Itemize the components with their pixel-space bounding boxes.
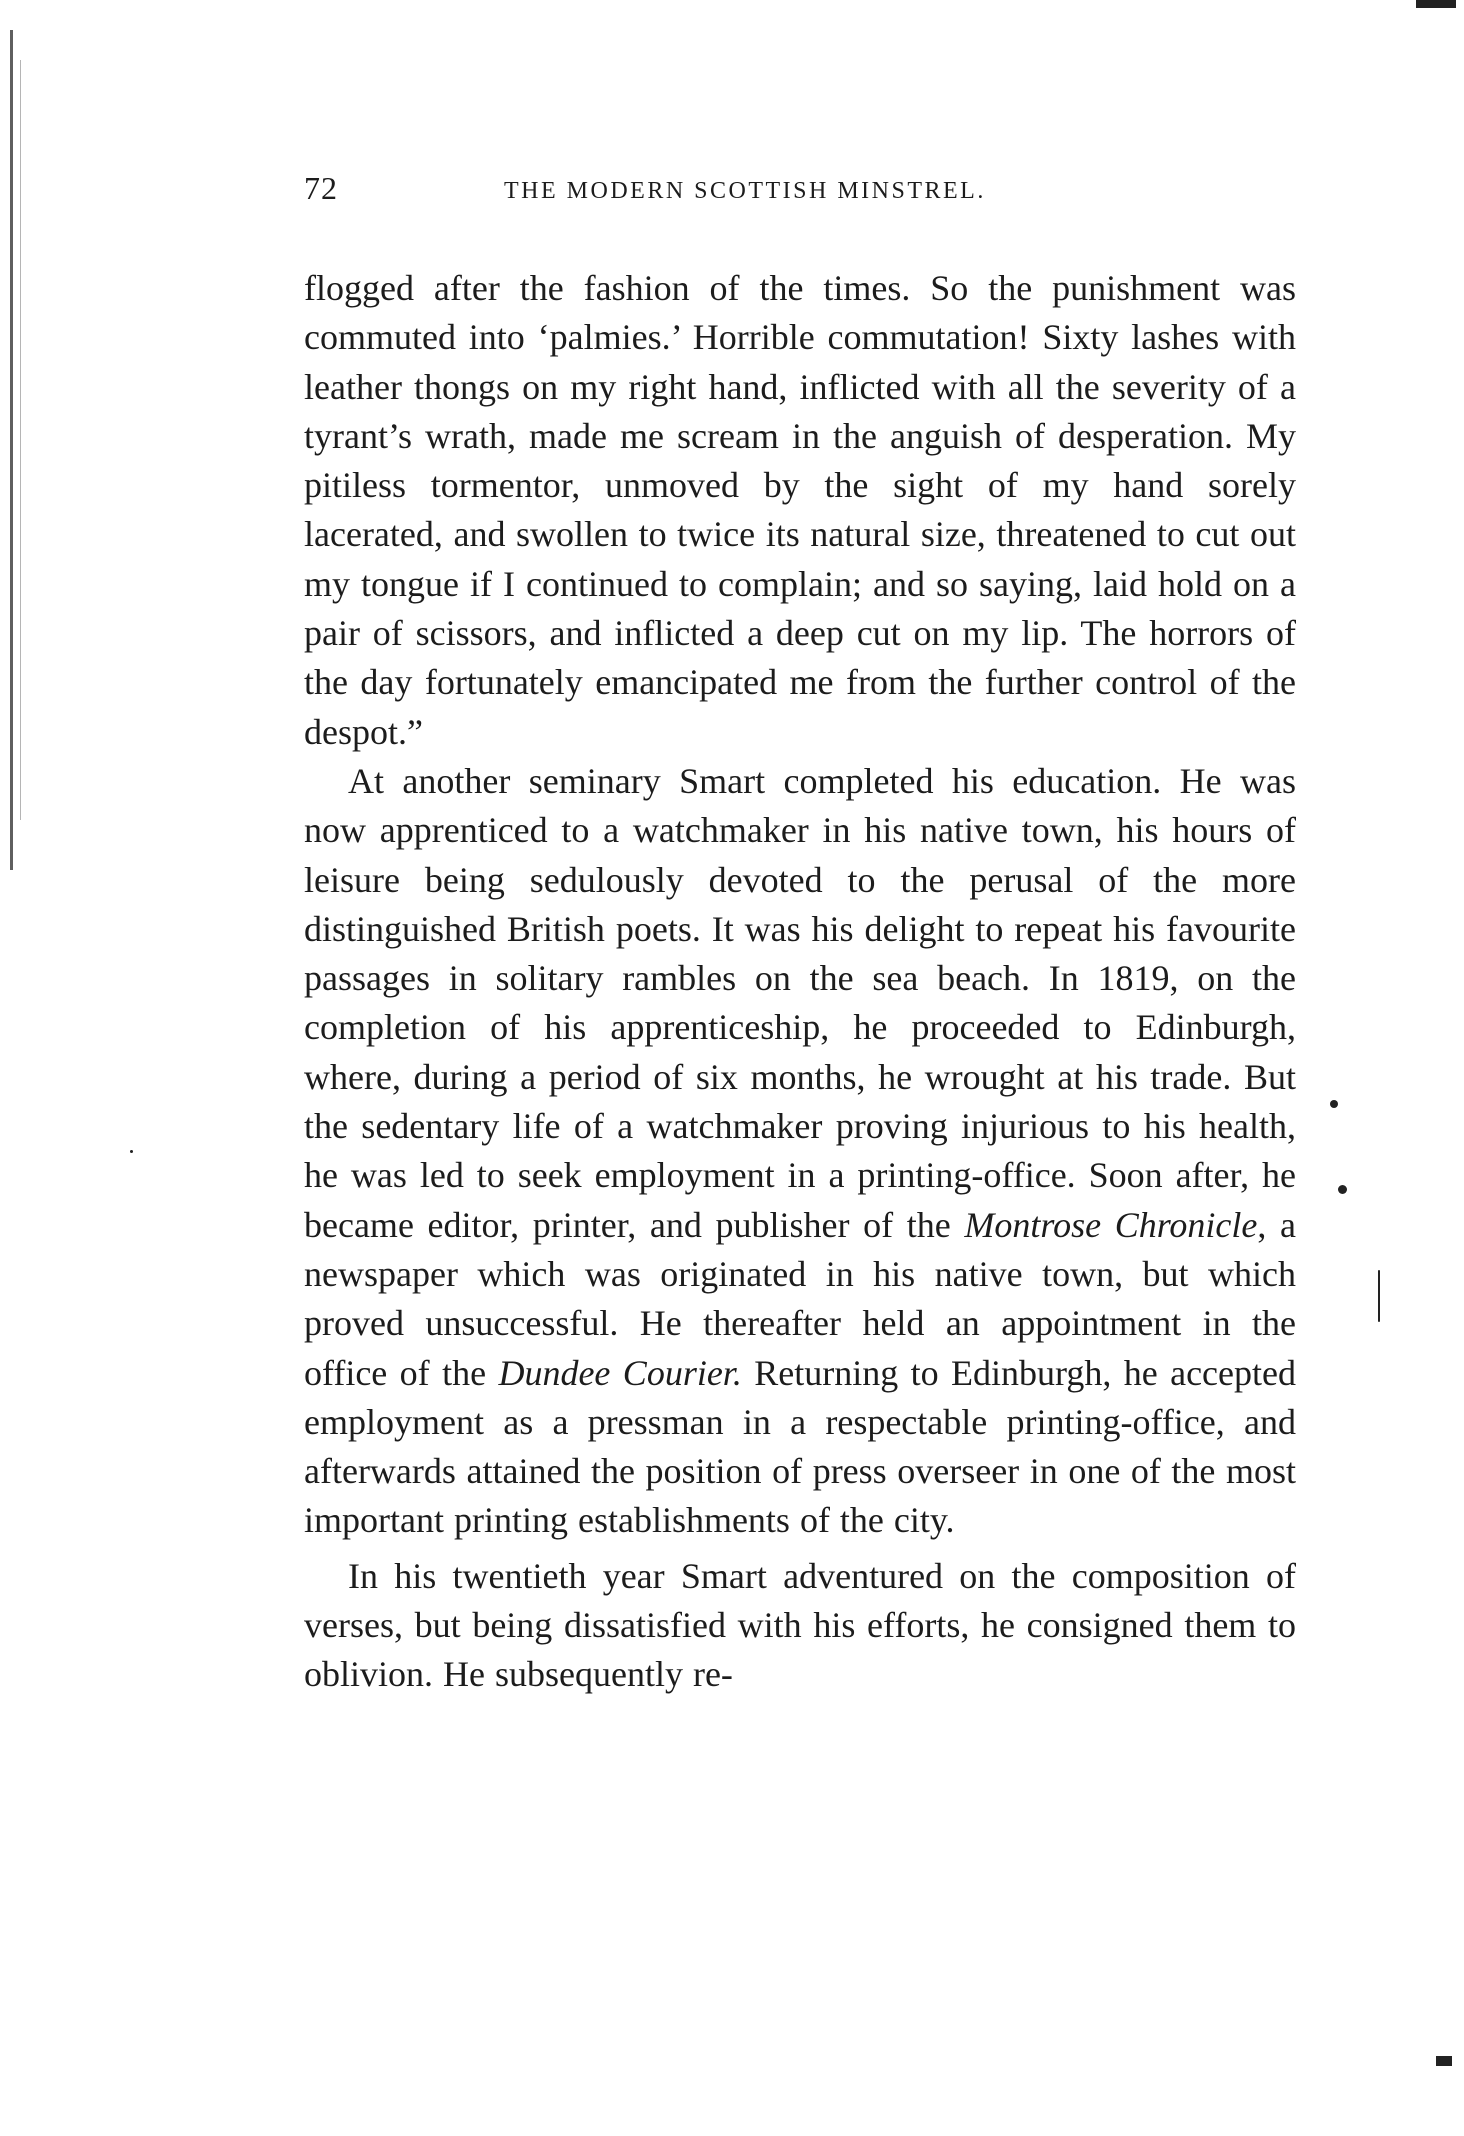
- binding-shadow: [10, 30, 13, 870]
- page-number: 72: [304, 170, 338, 206]
- paragraph-1: [304, 264, 1296, 757]
- scan-mark-top: [1416, 0, 1456, 8]
- newspaper-title: Montrose Chronicle: [964, 1204, 1258, 1245]
- paragraph-2: [304, 757, 1296, 1546]
- ink-speck: [1378, 1270, 1380, 1322]
- running-title: THE MODERN SCOTTISH MINSTREL.: [504, 178, 986, 204]
- body-text: [304, 264, 1296, 1700]
- paragraph-text: At another seminary Smart completed his education. He was now apprenticed to a watchmaker in his native town, his hours of leisure being sedulously devoted to the perusal of the more distinguished British poets. It was his delight to repeat his favourite passages in solitary rambles on the sea beach. In 1819, on the completion of his apprenticeship, he proceeded to Edinburgh, where, during a period of six months, he wrought at his trade. But the sedentary life of a watchmaker proving injurious to his health, he was led to seek employment in a printing-office. Soon after, he became editor, printer, and publisher of the: [304, 760, 1296, 1245]
- scan-mark-bottom: [1436, 2056, 1452, 2066]
- binding-shadow-thin: [20, 60, 21, 820]
- ink-speck: [130, 1150, 133, 1153]
- ink-speck: [1330, 1100, 1338, 1108]
- newspaper-title: Dundee Courier.: [498, 1352, 742, 1393]
- running-header: [304, 170, 1304, 214]
- paragraph-text: flogged after the fashion of the times. So the punishment was commuted into ‘palmies.’ Horrible commutation! Sixty lashes with leather thongs on my right hand, inflicted with all the severity of a tyrant’s wrath, made me scream in the anguish of desperation. My pitiless tormentor, unmoved by the sight of my hand sorely lacerated, and swollen to twice its natural size, threatened to cut out my tongue if I continued to complain; and so saying, laid hold on a pair of scissors, and inflicted a deep cut on my lip. The horrors of the day fortunately emancipated me from the further control of the despot.”: [304, 268, 1296, 752]
- paragraph-3: [304, 1552, 1296, 1700]
- paragraph-text: In his twentieth year Smart adventured on the composition of verses, but being dissatisfied with his efforts, he consigned them to oblivion. He subsequently re-: [304, 1555, 1296, 1695]
- paragraph-text: , a newspaper which was originated in his native town, but which proved unsuccessful. He thereafter held an appointment in the office of the: [304, 1204, 1296, 1393]
- ink-speck: [1338, 1185, 1347, 1194]
- paragraph-text: Returning to Edinburgh, he accepted employment as a pressman in a respectable printing-office, and afterwards attained the position of press overseer in one of the most important printing establishments of the city.: [304, 1352, 1296, 1541]
